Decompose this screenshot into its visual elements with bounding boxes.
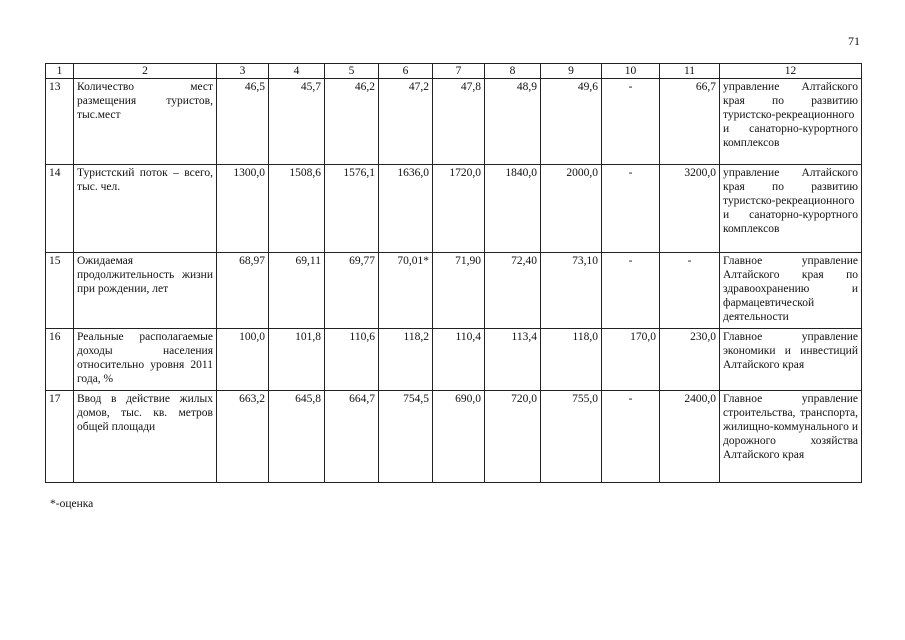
row-number: 13	[46, 79, 74, 165]
value-cell: 3200,0	[660, 165, 720, 253]
indicator-name: Реальные располагаемые доходы населения относительно уровня 2011 года, %	[74, 329, 217, 391]
value-cell: 71,90	[433, 253, 485, 329]
value-cell: 100,0	[217, 329, 269, 391]
value-cell: 1636,0	[379, 165, 433, 253]
indicators-table	[45, 63, 862, 483]
value-cell: 690,0	[433, 391, 485, 483]
table-row	[46, 165, 862, 253]
value-cell: -	[660, 253, 720, 329]
value-cell: 663,2	[217, 391, 269, 483]
value-cell: 46,5	[217, 79, 269, 165]
column-header: 5	[325, 64, 379, 79]
value-cell: 68,97	[217, 253, 269, 329]
value-cell: 70,01*	[379, 253, 433, 329]
value-cell: 72,40	[485, 253, 541, 329]
column-header: 6	[379, 64, 433, 79]
responsible-body: Главное управление Алтайского края по здравоохранению и фармацевтической деятельности	[720, 253, 862, 329]
value-cell: 1508,6	[269, 165, 325, 253]
value-cell: 1576,1	[325, 165, 379, 253]
responsible-body: Главное управление экономики и инвестиций Алтайского края	[720, 329, 862, 391]
value-cell: -	[602, 79, 660, 165]
indicator-name: Количество мест размещения туристов, тыс.мест	[74, 79, 217, 165]
responsible-body: управление Алтайского края по развитию туристско-рекреационного и санаторно-курортного комплексов	[720, 79, 862, 165]
value-cell: 49,6	[541, 79, 602, 165]
value-cell: 1300,0	[217, 165, 269, 253]
value-cell: 110,6	[325, 329, 379, 391]
value-cell: 645,8	[269, 391, 325, 483]
value-cell: 118,2	[379, 329, 433, 391]
value-cell: -	[602, 165, 660, 253]
value-cell: 101,8	[269, 329, 325, 391]
value-cell: 48,9	[485, 79, 541, 165]
row-number: 15	[46, 253, 74, 329]
column-header: 7	[433, 64, 485, 79]
value-cell: 755,0	[541, 391, 602, 483]
column-header: 10	[602, 64, 660, 79]
value-cell: 46,2	[325, 79, 379, 165]
column-header: 3	[217, 64, 269, 79]
value-cell: 2000,0	[541, 165, 602, 253]
value-cell: 1840,0	[485, 165, 541, 253]
indicator-name: Ввод в действие жилых домов, тыс. кв. метров общей площади	[74, 391, 217, 483]
value-cell: 69,11	[269, 253, 325, 329]
table-row	[46, 329, 862, 391]
column-header: 1	[46, 64, 74, 79]
column-header: 2	[74, 64, 217, 79]
value-cell: 110,4	[433, 329, 485, 391]
value-cell: 73,10	[541, 253, 602, 329]
value-cell: 754,5	[379, 391, 433, 483]
table-row	[46, 253, 862, 329]
value-cell: 45,7	[269, 79, 325, 165]
footnote: *-оценка	[50, 498, 94, 510]
value-cell: 47,2	[379, 79, 433, 165]
value-cell: 1720,0	[433, 165, 485, 253]
indicator-name: Туристский поток – всего, тыс. чел.	[74, 165, 217, 253]
value-cell: 720,0	[485, 391, 541, 483]
row-number: 14	[46, 165, 74, 253]
table-row	[46, 79, 862, 165]
column-header: 11	[660, 64, 720, 79]
column-header: 12	[720, 64, 862, 79]
responsible-body: Главное управление строительства, транспорта, жилищно-коммунального и дорожного хозяйства Алтайского края	[720, 391, 862, 483]
value-cell: 664,7	[325, 391, 379, 483]
value-cell: 47,8	[433, 79, 485, 165]
row-number: 17	[46, 391, 74, 483]
indicator-name: Ожидаемая продолжительность жизни при рождении, лет	[74, 253, 217, 329]
value-cell: -	[602, 253, 660, 329]
page-number: 71	[848, 34, 860, 48]
value-cell: -	[602, 391, 660, 483]
value-cell: 170,0	[602, 329, 660, 391]
value-cell: 118,0	[541, 329, 602, 391]
table-row	[46, 391, 862, 483]
row-number: 16	[46, 329, 74, 391]
value-cell: 66,7	[660, 79, 720, 165]
value-cell: 69,77	[325, 253, 379, 329]
column-header: 8	[485, 64, 541, 79]
value-cell: 113,4	[485, 329, 541, 391]
value-cell: 230,0	[660, 329, 720, 391]
column-number-row	[46, 64, 862, 79]
responsible-body: управление Алтайского края по развитию туристско-рекреационного и санаторно-курортного комплексов	[720, 165, 862, 253]
column-header: 9	[541, 64, 602, 79]
column-header: 4	[269, 64, 325, 79]
value-cell: 2400,0	[660, 391, 720, 483]
